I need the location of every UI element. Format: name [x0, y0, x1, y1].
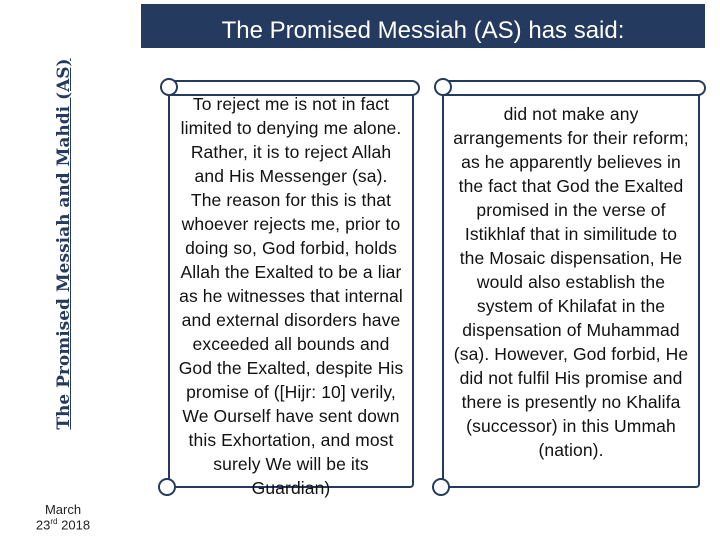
quote-text-left: To reject me is not in fact limited to denying me alone. Rather, it is to reject Allah and His Messenger (sa). The reason for this is that whoever rejects me, prior to doing so, God forbid, holds Allah the Exalted to be a liar as he witnesses that internal and external disorders have exceeded all bounds and God the Exalted, despite His promise of ([Hijr: 10] verily, We Ourself have sent down this Exhortation, and most surely We will be its Guardian) [178, 94, 404, 498]
scroll-curl-icon [432, 478, 450, 496]
quote-scroll-right [442, 88, 700, 488]
vertical-title: The Promised Messiah and Mahdi (AS) [54, 58, 74, 430]
scroll-roll-top [436, 80, 706, 96]
sidebar [0, 0, 118, 540]
slide-title: The Promised Messiah (AS) has said: [221, 17, 625, 44]
quote-scroll-left [168, 88, 414, 498]
date-suffix: rd [50, 517, 58, 526]
date-line [8, 517, 118, 532]
date-year: 2018 [61, 517, 91, 533]
date-box [8, 492, 118, 540]
scroll-curl-icon [160, 78, 178, 96]
slide-header [141, 4, 705, 48]
scroll-curl-icon [434, 78, 452, 96]
date-day: 23 [35, 517, 51, 533]
right-strip [705, 0, 720, 540]
date-month: March [44, 502, 82, 517]
sidebar-band [0, 0, 118, 488]
quote-text-right: did not make any arrangements for their reform; as he apparently believes in the fact that God the Exalted promised in the verse of Istikhlaf that in similitude to the Mosaic dispensation, He would also establish the system of Khilafat in the dispensation of Muhammad (sa). However, God forbid, He did not fulfil His promise and there is presently no Khalifa (successor) in this Ummah (nation). [453, 104, 689, 460]
scroll-curl-icon [158, 478, 176, 496]
